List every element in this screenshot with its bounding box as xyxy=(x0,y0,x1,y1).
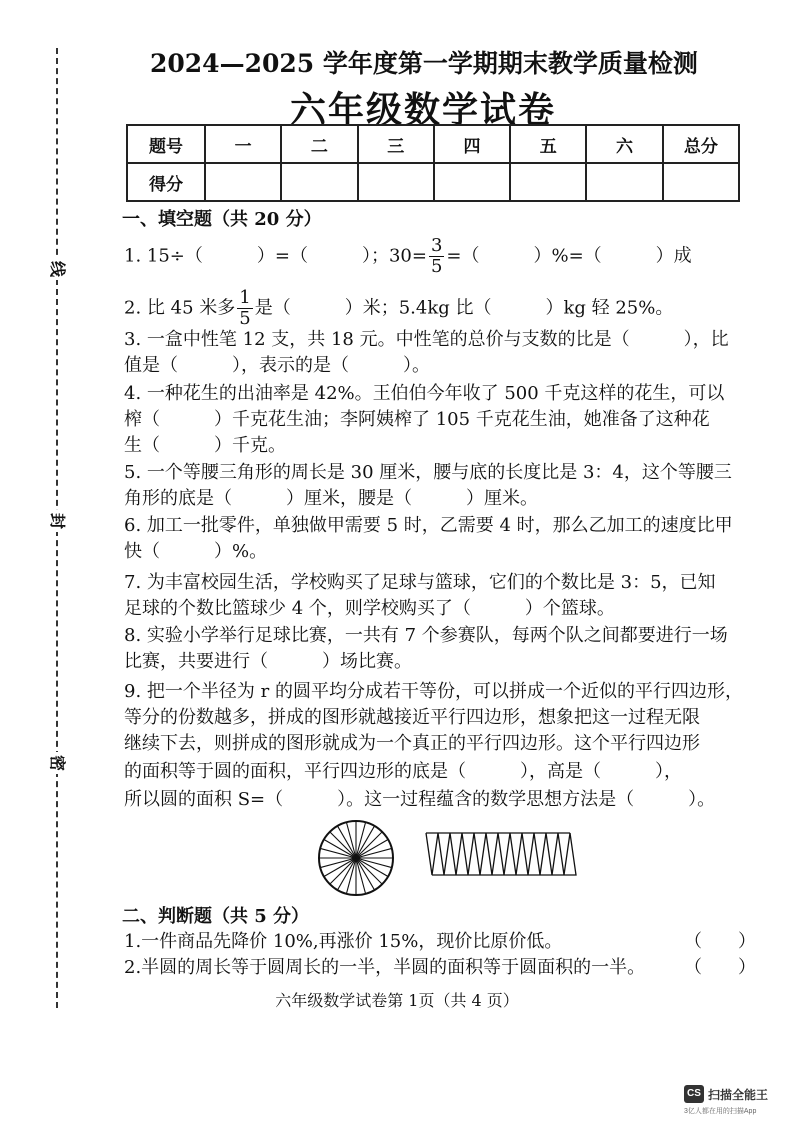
binding-mark-feng: 封 xyxy=(46,510,68,532)
score-cell[interactable] xyxy=(358,163,434,201)
col-3: 三 xyxy=(358,125,434,163)
exam-title: 2024—2025 学年度第一学期期末教学质量检测 xyxy=(150,49,698,78)
scanner-tagline: 3亿人都在用的扫描App xyxy=(684,1108,757,1115)
score-cell[interactable] xyxy=(586,163,662,201)
frac-denominator: 5 xyxy=(430,256,443,277)
section1-heading: 一、填空题（共 20 分） xyxy=(122,209,322,230)
binding-mark-xian: 线 xyxy=(46,258,68,280)
fraction-three-fifths xyxy=(429,236,444,277)
col-6: 六 xyxy=(586,125,662,163)
q9-line5: 所以圆的面积 S=（ ）。这一过程蕴含的数学思想方法是（ ）。 xyxy=(124,789,716,810)
row-label-question-no: 题号 xyxy=(127,125,205,163)
col-5: 五 xyxy=(510,125,586,163)
q9-line2: 等分的份数越多，拼成的图形就越接近平行四边形，想象把这一过程无限 xyxy=(124,707,700,728)
q9-line4: 的面积等于圆的面积，平行四边形的底是（ ），高是（ ）， xyxy=(124,761,682,782)
q8-line2: 比赛，共要进行（ ）场比赛。 xyxy=(124,651,412,672)
col-total: 总分 xyxy=(663,125,739,163)
q2 xyxy=(124,288,673,329)
q8-line1: 8. 实验小学举行足球比赛，一共有 7 个参赛队，每两个队之间都要进行一场 xyxy=(124,625,728,646)
exam-subtitle: 六年级数学试卷 xyxy=(290,89,557,131)
q1-before: 1. 15÷（ ）=（ ）；30= xyxy=(124,245,427,267)
score-cell[interactable] xyxy=(281,163,357,201)
q4-line3: 生（ ）千克。 xyxy=(124,435,286,456)
scanner-app-name: 扫描全能王 xyxy=(708,1087,769,1102)
score-cell[interactable] xyxy=(510,163,586,201)
q4-line1: 4. 一种花生的出油率是 42%。王伯伯今年收了 500 千克这样的花生，可以 xyxy=(124,383,725,404)
parallelogram-figure xyxy=(422,829,578,879)
page-footer: 六年级数学试卷第 1页（共 4 页） xyxy=(275,991,519,1010)
q1-after: =（ ）%=（ ）成 xyxy=(446,245,692,267)
score-cell[interactable] xyxy=(663,163,739,201)
section2-heading: 二、判断题（共 5 分） xyxy=(122,906,310,927)
score-table-score-row xyxy=(127,163,739,201)
sector-strips xyxy=(426,833,576,875)
row-label-score: 得分 xyxy=(127,163,205,201)
col-2: 二 xyxy=(281,125,357,163)
q4-line2: 榨（ ）千克花生油；李阿姨榨了 105 千克花生油，她准备了这种花 xyxy=(124,409,710,430)
q6-line1: 6. 加工一批零件，单独做甲需要 5 时，乙需要 4 时，那么乙加工的速度比甲 xyxy=(124,515,733,536)
q3-line1: 3. 一盒中性笔 12 支，共 18 元。中性笔的总价与支数的比是（ ），比 xyxy=(124,329,729,350)
judge-q1: 1.一件商品先降价 10%,再涨价 15%，现价比原价低。 xyxy=(124,931,563,952)
score-table-header-row xyxy=(127,125,739,163)
q1 xyxy=(124,236,692,277)
circle-sector-lines xyxy=(319,821,393,895)
camscanner-logo-icon: CS xyxy=(684,1085,704,1103)
q7-line2: 足球的个数比篮球少 4 个，则学校购买了（ ）个篮球。 xyxy=(124,598,615,619)
divided-circle-figure xyxy=(316,818,396,898)
sector-triangles xyxy=(426,833,570,875)
q9-line1: 9. 把一个半径为 r 的圆平均分成若干等份，可以拼成一个近似的平行四边形， xyxy=(124,681,743,702)
score-cell[interactable] xyxy=(434,163,510,201)
frac-numerator: 1 xyxy=(239,287,251,308)
frac-denominator: 5 xyxy=(239,308,251,329)
q7-line1: 7. 为丰富校园生活，学校购买了足球与篮球，它们的个数比是 3：5，已知 xyxy=(124,572,716,593)
col-4: 四 xyxy=(434,125,510,163)
q5-line1: 5. 一个等腰三角形的周长是 30 厘米，腰与底的长度比是 3：4，这个等腰三 xyxy=(124,462,732,483)
score-table xyxy=(126,124,740,202)
q5-line2: 角形的底是（ ）厘米，腰是（ ）厘米。 xyxy=(124,488,538,509)
judge-q1-answer-bracket[interactable]: （ ） xyxy=(684,931,756,952)
judge-q2-answer-bracket[interactable]: （ ） xyxy=(684,957,756,978)
q3-line2: 值是（ ），表示的是（ ）。 xyxy=(124,355,430,376)
q6-line2: 快（ ）%。 xyxy=(124,541,268,562)
judge-q2: 2.半圆的周长等于圆周长的一半，半圆的面积等于圆面积的一半。 xyxy=(124,957,646,978)
frac-numerator: 3 xyxy=(430,235,443,256)
binding-mark-mi: 密 xyxy=(46,752,68,774)
scanner-watermark xyxy=(684,1083,768,1105)
score-cell[interactable] xyxy=(205,163,281,201)
q2-before: 2. 比 45 米多 xyxy=(124,297,236,319)
q9-line3: 继续下去，则拼成的图形就成为一个真正的平行四边形。这个平行四边形 xyxy=(124,733,700,754)
q2-after: 是（ ）米；5.4kg 比（ ）kg 轻 25%。 xyxy=(254,297,674,319)
fraction-one-fifth xyxy=(237,288,252,329)
col-1: 一 xyxy=(205,125,281,163)
